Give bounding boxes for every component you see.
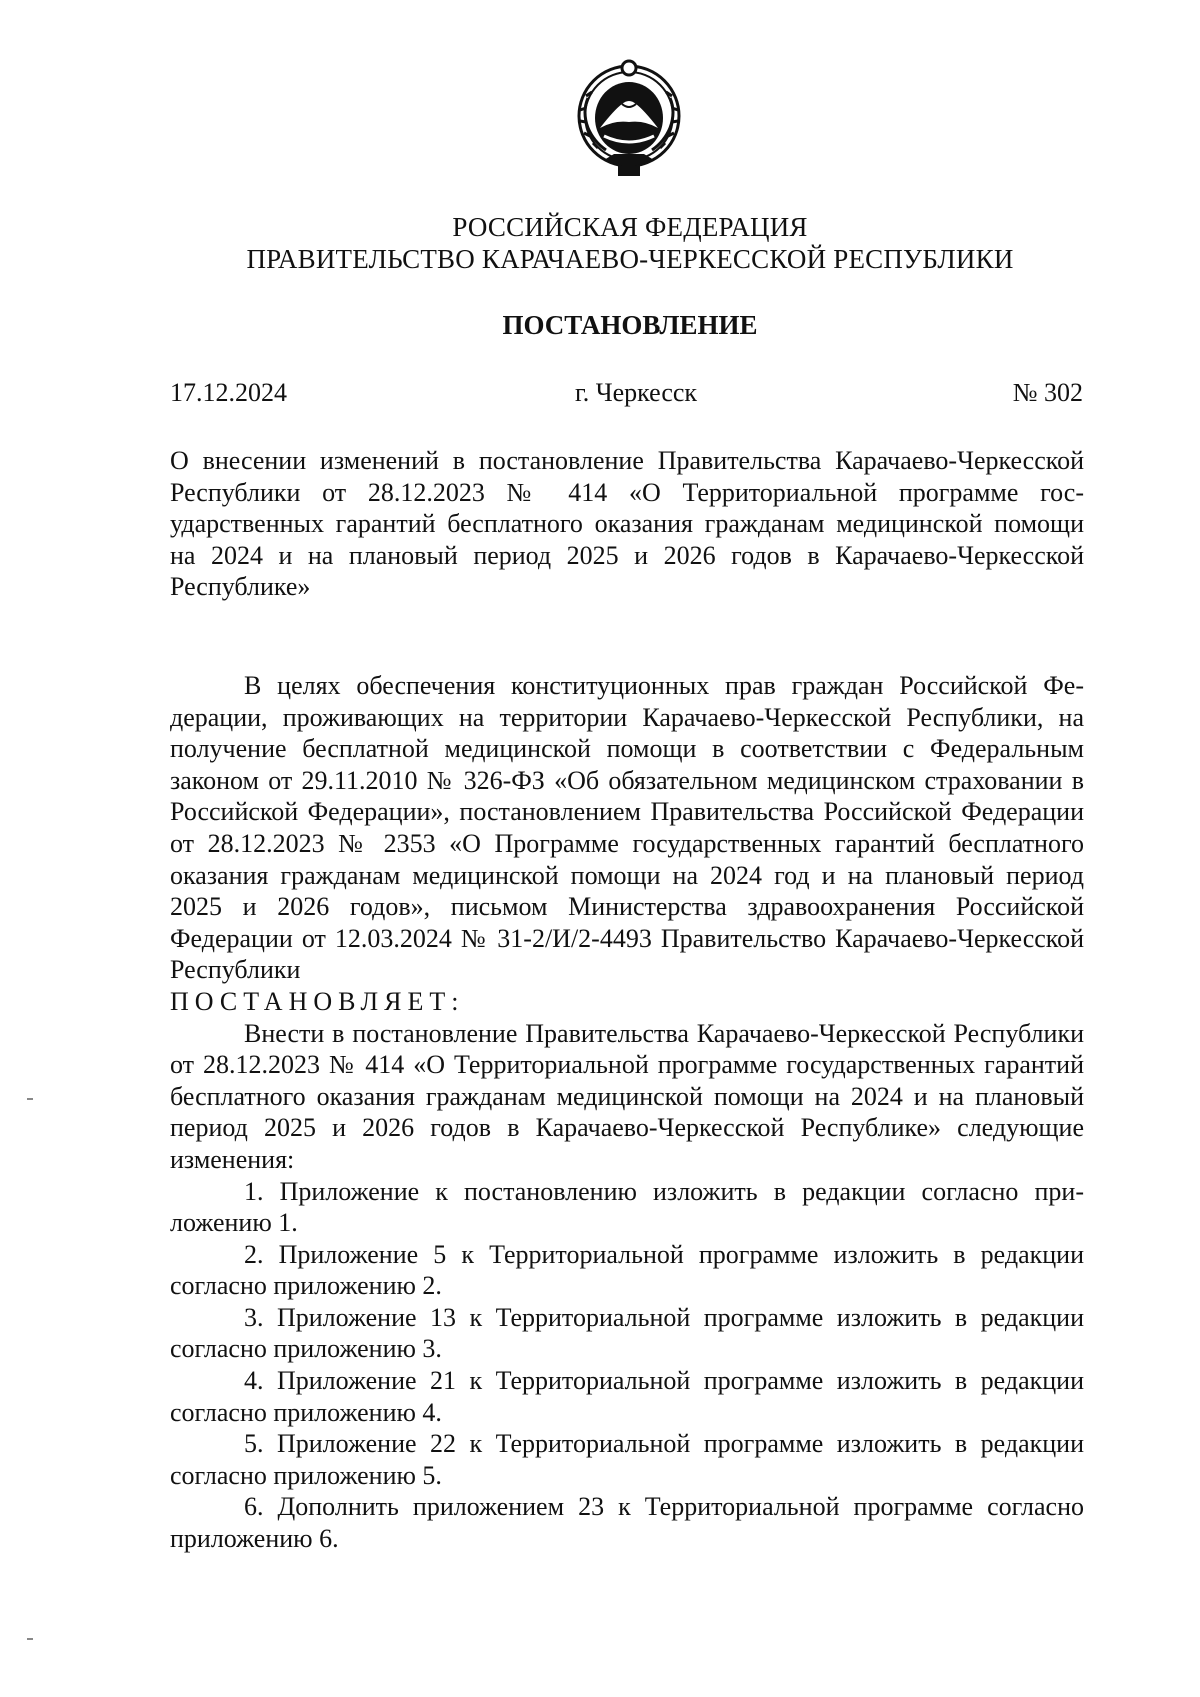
list-item: 2. Приложение 5 к Территориальной программе изложить в редакции согласно приложению 2. (170, 1239, 1084, 1301)
document-type-title: ПОСТАНОВЛЕНИЕ (502, 310, 758, 340)
country-header: РОССИЙСКАЯ ФЕДЕРАЦИЯ (452, 212, 808, 242)
resolves-heading: ПОСТАНОВЛЯЕТ: (170, 986, 465, 1016)
list-item: 1. Приложение к постановлению изложить в редакции согласно приложению 1. (170, 1176, 1084, 1238)
document-date: 17.12.2024 (170, 378, 287, 407)
scan-mark (27, 1098, 33, 1100)
list-item: 6. Дополнить приложением 23 к Территориальной программе согласно приложению 6. (170, 1492, 1084, 1554)
intro-paragraph: Внести в постановление Правительства Карачаево-Черкесской Республики от 28.12.2023 № 414 «О Территориальной программе государственных гарантий бесплатного оказания гражданам медицинской помощи на 2024 и на плановый период 2025 и 2026 годов в Карачаево-Черкесской Республике» следующие изменения: (170, 1018, 1084, 1174)
government-header: ПРАВИТЕЛЬСТВО КАРАЧАЕВО-ЧЕРКЕССКОЙ РЕСПУБЛИКИ (246, 244, 1014, 274)
preamble-paragraph: В целях обеспечения конституционных прав граждан Российской Федерации, проживающих на территории Карачаево-Черкесской Республики, на получение бесплатной медицинской помощи в соответствии с Федеральным законом от 29.11.2010 № 326-ФЗ «Об обязательном медицинском страховании в Российской Федерации», постановлением Правительства Российской Федерации от 28.12.2023 № 2353 «О Программе государственных гарантий бесплатного оказания гражданам медицинской помощи на 2024 год и на плановый период 2025 и 2026 годов», письмом Министерства здравоохранения Российской Федерации от 12.03.2024 № 31-2/И/2-4493 Правительство Карачаево-Черкесской Республики (170, 671, 1084, 985)
list-item: 4. Приложение 21 к Территориальной программе изложить в редакции согласно приложению 4. (170, 1366, 1084, 1427)
list-item: 5. Приложение 22 к Территориальной программе изложить в редакции согласно приложению 5. (170, 1429, 1084, 1490)
document-subject: О внесении изменений в постановление Правительства Карачаево-Черкесской Республики от 28.12.2023 № 414 «О Территориальной программе государственных гарантий бесплатного оказания гражданам медицинской помощи на 2024 и на плановый период 2025 и 2026 годов в Карачаево-Черкесской Республике» (170, 446, 1084, 602)
list-item: 3. Приложение 13 к Территориальной программе изложить в редакции согласно приложению 3. (170, 1302, 1084, 1364)
coat-of-arms-emblem (574, 58, 684, 182)
scan-mark (27, 1638, 33, 1640)
document-city: г. Черкесск (575, 378, 698, 407)
document-body (170, 670, 1084, 1555)
document-number: № 302 (1012, 378, 1083, 407)
